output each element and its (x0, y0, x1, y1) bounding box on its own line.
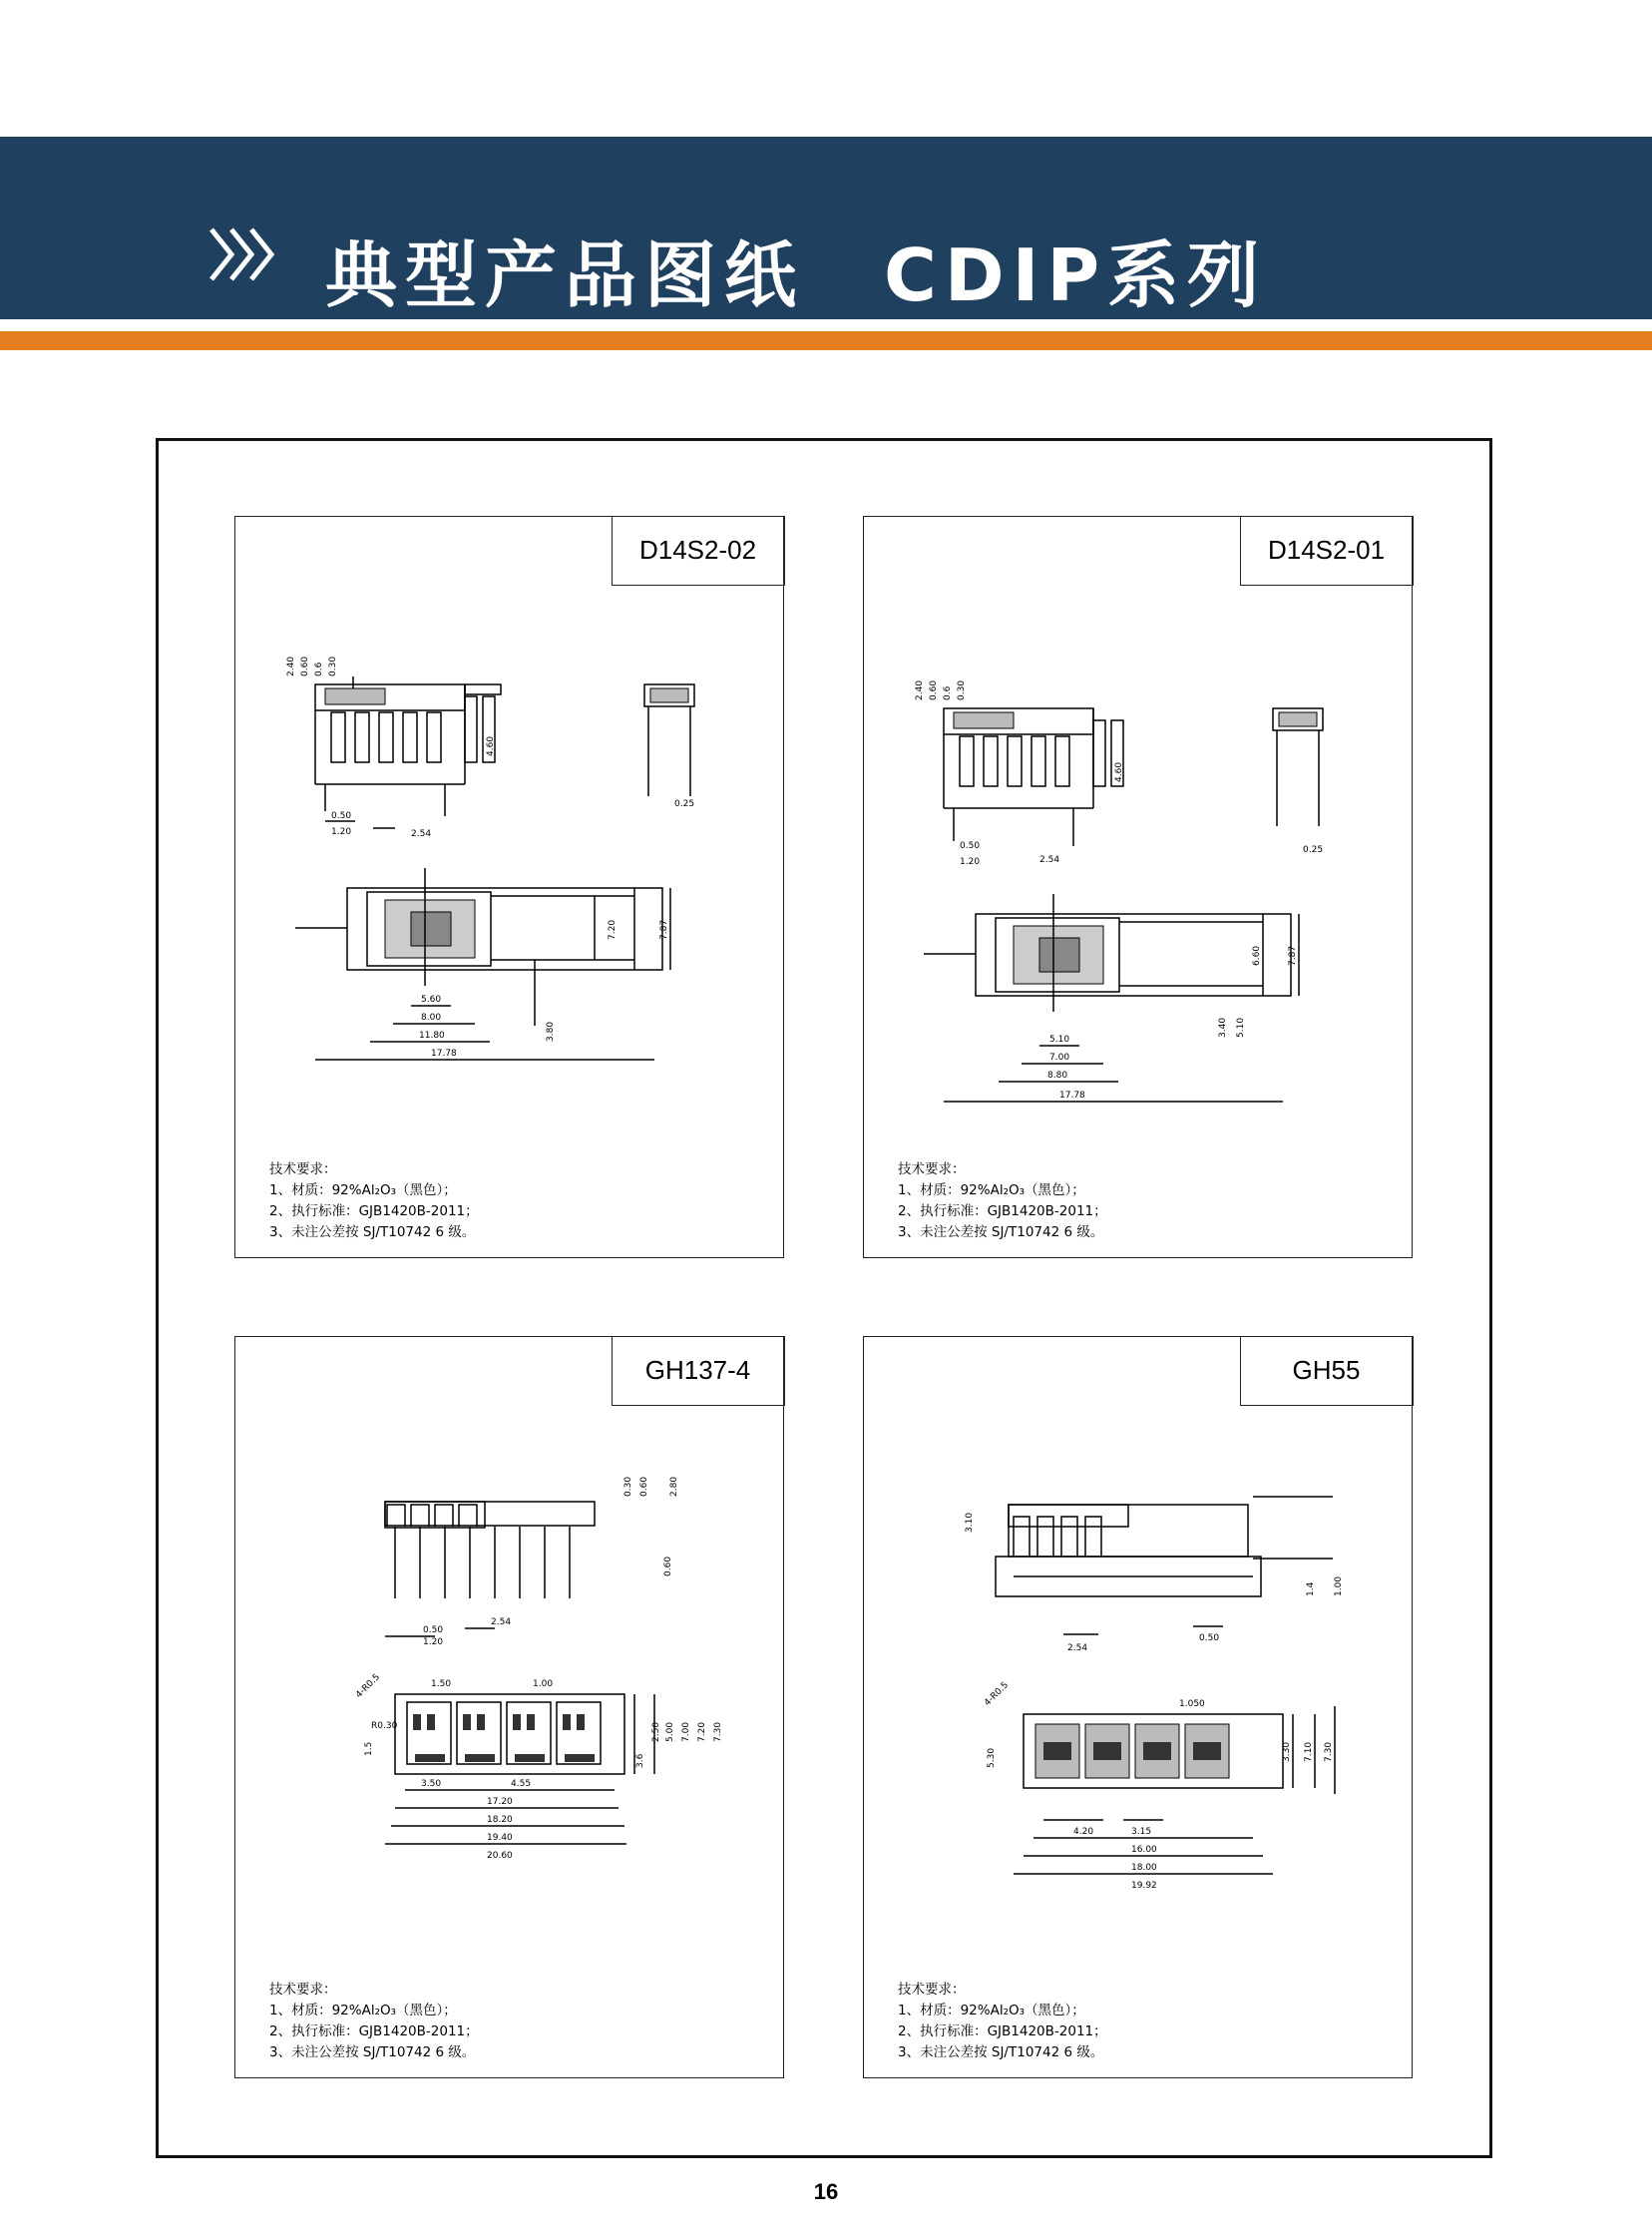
svg-text:0.6: 0.6 (943, 685, 953, 700)
page-number: 16 (813, 2179, 839, 2204)
svg-text:19.92: 19.92 (1131, 1881, 1157, 1891)
svg-text:17.20: 17.20 (487, 1797, 513, 1807)
technical-drawing (235, 517, 785, 1259)
svg-text:6.60: 6.60 (1252, 945, 1262, 966)
svg-text:8.00: 8.00 (421, 1013, 442, 1023)
model-label: GH55 (1240, 1336, 1414, 1406)
accent-stripe (0, 331, 1652, 350)
svg-text:1.20: 1.20 (331, 827, 352, 837)
svg-text:2.54: 2.54 (491, 1617, 512, 1627)
svg-text:0.60: 0.60 (663, 1556, 673, 1576)
drawing-panel-d14s2-02 (234, 516, 784, 1258)
technical-notes: 技术要求： 1、材质：92%Al₂O₃（黑色）； 2、执行标准：GJB1420B-2011； 3、未注公差按 SJ/T10742 6 级。 (898, 1161, 1107, 1240)
svg-text:0.6: 0.6 (314, 662, 324, 676)
model-label: D14S2-01 (1240, 516, 1414, 586)
svg-text:7.00: 7.00 (681, 1721, 691, 1742)
svg-text:5.60: 5.60 (421, 995, 442, 1005)
svg-text:4-R0.5: 4-R0.5 (983, 1680, 1012, 1709)
svg-text:R0.30: R0.30 (371, 1721, 398, 1731)
svg-text:1.20: 1.20 (423, 1637, 444, 1647)
svg-text:7.87: 7.87 (659, 919, 669, 940)
technical-notes: 技术要求： 1、材质：92%Al₂O₃（黑色）； 2、执行标准：GJB1420B-2011； 3、未注公差按 SJ/T10742 6 级。 (269, 1982, 479, 2060)
triple-chevron-right-icon (207, 222, 285, 287)
svg-text:1.050: 1.050 (1179, 1699, 1205, 1709)
svg-text:4.60: 4.60 (486, 735, 496, 756)
svg-text:1.4: 1.4 (1306, 1581, 1316, 1596)
svg-text:5.00: 5.00 (665, 1721, 675, 1742)
svg-text:4-R0.5: 4-R0.5 (354, 1672, 383, 1701)
svg-text:17.78: 17.78 (431, 1049, 457, 1059)
svg-text:3.6: 3.6 (635, 1753, 645, 1768)
svg-text:1.50: 1.50 (431, 1679, 452, 1689)
drawing-panel-gh55 (863, 1336, 1413, 2078)
svg-text:5.30: 5.30 (987, 1747, 997, 1768)
svg-text:0.25: 0.25 (1303, 845, 1324, 855)
svg-text:0.50: 0.50 (423, 1625, 444, 1635)
svg-text:0.50: 0.50 (960, 841, 981, 851)
model-label: D14S2-02 (612, 516, 785, 586)
svg-text:0.60: 0.60 (639, 1476, 649, 1497)
svg-text:4.20: 4.20 (1073, 1827, 1094, 1837)
svg-text:4.60: 4.60 (1114, 761, 1124, 782)
svg-text:3.10: 3.10 (965, 1512, 975, 1533)
svg-text:8.80: 8.80 (1047, 1071, 1068, 1081)
svg-text:7.87: 7.87 (1288, 945, 1298, 966)
svg-text:1.00: 1.00 (533, 1679, 554, 1689)
svg-text:0.30: 0.30 (623, 1476, 633, 1497)
svg-text:3.30: 3.30 (1282, 1741, 1292, 1762)
svg-text:0.30: 0.30 (328, 656, 338, 676)
svg-text:7.10: 7.10 (1304, 1741, 1314, 1762)
svg-text:3.15: 3.15 (1131, 1827, 1152, 1837)
technical-notes: 技术要求： 1、材质：92%Al₂O₃（黑色）； 2、执行标准：GJB1420B-2011； 3、未注公差按 SJ/T10742 6 级。 (898, 1982, 1107, 2060)
technical-notes: 技术要求： 1、材质：92%Al₂O₃（黑色）； 2、执行标准：GJB1420B-2011； 3、未注公差按 SJ/T10742 6 级。 (269, 1161, 479, 1240)
svg-text:2.40: 2.40 (915, 679, 925, 700)
drawing-panel-gh137-4 (234, 1336, 784, 2078)
svg-text:0.60: 0.60 (300, 656, 310, 676)
svg-text:5.10: 5.10 (1049, 1035, 1070, 1045)
technical-drawing (864, 1337, 1414, 2079)
svg-text:1.20: 1.20 (960, 857, 981, 867)
svg-text:2.80: 2.80 (669, 1476, 679, 1497)
svg-text:18.00: 18.00 (1131, 1863, 1157, 1873)
svg-text:2.54: 2.54 (1039, 855, 1060, 865)
technical-drawing (235, 1337, 785, 2079)
svg-text:1.00: 1.00 (1334, 1575, 1344, 1596)
drawing-panel-d14s2-01 (863, 516, 1413, 1258)
svg-text:0.60: 0.60 (929, 679, 939, 700)
svg-text:7.00: 7.00 (1049, 1053, 1070, 1063)
svg-text:11.80: 11.80 (419, 1031, 445, 1041)
svg-text:2.54: 2.54 (411, 829, 432, 839)
svg-text:7.20: 7.20 (608, 919, 618, 940)
svg-text:0.50: 0.50 (1199, 1633, 1220, 1643)
svg-text:0.50: 0.50 (331, 811, 352, 821)
svg-text:3.40: 3.40 (1218, 1017, 1228, 1038)
svg-text:0.30: 0.30 (957, 679, 967, 700)
model-label: GH137-4 (612, 1336, 785, 1406)
svg-text:17.78: 17.78 (1059, 1091, 1085, 1101)
svg-text:2.40: 2.40 (286, 656, 296, 676)
svg-text:1.5: 1.5 (364, 1741, 374, 1756)
svg-text:2.50: 2.50 (651, 1721, 661, 1742)
svg-text:18.20: 18.20 (487, 1815, 513, 1825)
svg-text:7.20: 7.20 (697, 1721, 707, 1742)
svg-text:3.50: 3.50 (421, 1779, 442, 1789)
svg-text:7.30: 7.30 (1324, 1741, 1334, 1762)
svg-text:16.00: 16.00 (1131, 1845, 1157, 1855)
svg-text:20.60: 20.60 (487, 1851, 513, 1861)
svg-text:5.10: 5.10 (1236, 1017, 1246, 1038)
technical-drawing (864, 517, 1414, 1259)
svg-text:4.55: 4.55 (511, 1779, 532, 1789)
svg-text:3.80: 3.80 (546, 1021, 556, 1042)
svg-text:7.30: 7.30 (713, 1721, 723, 1742)
svg-text:19.40: 19.40 (487, 1833, 513, 1843)
page-title: 典型产品图纸 CDIP系列 (325, 233, 1268, 317)
svg-text:0.25: 0.25 (674, 799, 695, 809)
svg-text:2.54: 2.54 (1067, 1643, 1088, 1653)
